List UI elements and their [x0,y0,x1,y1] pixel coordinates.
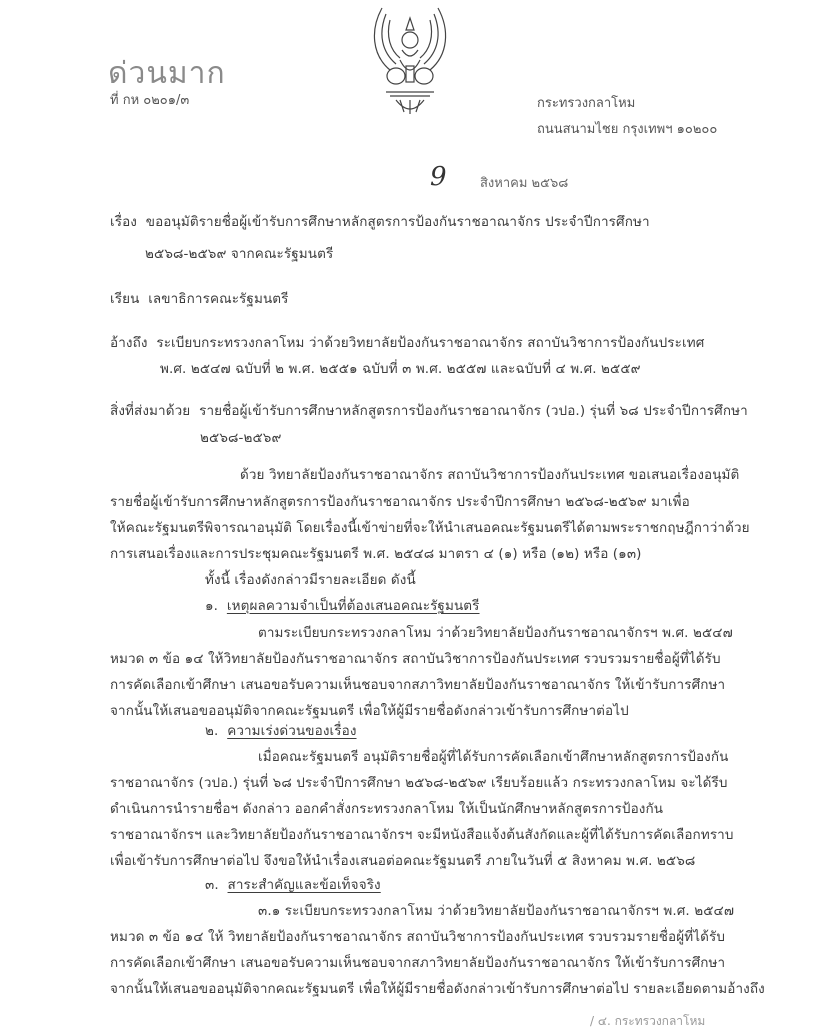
date-day: 9 [430,162,447,192]
enclosure-text: รายชื่อผู้เข้ารับการศึกษาหลักสูตรการป้องกันราชอาณาจักร (วปอ.) รุ่นที่ ๖๘ ประจำปีการศึกษา [199,403,748,419]
section-line: จากนั้นให้เสนอขออนุมัติจากคณะรัฐมนตรี เพื่อให้ผู้มีรายชื่อดังกล่าวเข้ารับการศึกษาต่อไป รายละเอียดตามอ้างถึง [110,981,765,997]
section-title: สาระสำคัญและข้อเท็จจริง [227,877,381,893]
body-intro-line: ทั้งนี้ เรื่องดังกล่าวมีรายละเอียด ดังนี้ [205,572,416,588]
section-line: ๓.๑ ระเบียบกระทรวงกลาโหม ว่าด้วยวิทยาลัยป้องกันราชอาณาจักรฯ พ.ศ. ๒๕๔๗ [258,903,735,919]
body-intro-line: ด้วย วิทยาลัยป้องกันราชอาณาจักร สถาบันวิชาการป้องกันประเทศ ขอเสนอเรื่องอนุมัติ [240,467,740,483]
enclosure-line-1 [110,399,748,421]
enclosure-label: สิ่งที่ส่งมาด้วย [110,403,191,419]
section-line: ดำเนินการนำรายชื่อฯ ดังกล่าว ออกคำสั่งกระทรวงกลาโหม ให้เป็นนักศึกษาหลักสูตรการป้องกัน [110,801,664,817]
section-line: หมวด ๓ ข้อ ๑๔ ให้วิทยาลัยป้องกันราชอาณาจักร สถาบันวิชาการป้องกันประเทศ รวบรวมรายชื่อผู้ที่ได้รับ [110,651,721,667]
section-heading [205,873,381,895]
page-continuation: / ๔. กระทรวงกลาโหม [590,1014,706,1028]
section-line: ตามระเบียบกระทรวงกลาโหม ว่าด้วยวิทยาลัยป้องกันราชอาณาจักรฯ พ.ศ. ๒๕๔๗ [258,625,733,641]
section-line: การคัดเลือกเข้าศึกษา เสนอขอรับความเห็นชอบจากสภาวิทยาลัยป้องกันราชอาณาจักร ให้เข้ารับการศึกษา [110,955,726,971]
section-number: ๒. [205,723,219,739]
section-heading [205,719,357,741]
reference-text: ระเบียบกระทรวงกลาโหม ว่าด้วยวิทยาลัยป้องกันราชอาณาจักร สถาบันวิชาการป้องกันประเทศ [156,335,705,351]
body-intro-line: ให้คณะรัฐมนตรีพิจารณาอนุมัติ โดยเรื่องนี้เข้าข่ายที่จะให้นำเสนอคณะรัฐมนตรีได้ตามพระราชกฤษฎีกาว่าด้วย [110,520,750,536]
date-month-year: สิงหาคม ๒๕๖๘ [480,176,569,191]
recipient-value: เลขาธิการคณะรัฐมนตรี [148,291,289,307]
section-line: หมวด ๓ ข้อ ๑๔ ให้ วิทยาลัยป้องกันราชอาณาจักร สถาบันวิชาการป้องกันประเทศ รวบรวมรายชื่อผู้ที่ได้รับ [110,929,726,945]
body-intro-line: การเสนอเรื่องและการประชุมคณะรัฐมนตรี พ.ศ. ๒๕๔๘ มาตรา ๔ (๑) หรือ (๑๒) หรือ (๑๓) [110,546,642,562]
sender-address: ถนนสนามไชย กรุงเทพฯ ๑๐๒๐๐ [537,122,718,137]
subject-label: เรื่อง [110,214,137,230]
section-line: ราชอาณาจักรฯ และวิทยาลัยป้องกันราชอาณาจักรฯ จะมีหนังสือแจ้งต้นสังกัดและผู้ที่ได้รับการคัดเลือกทราบ [110,827,734,843]
reference-label: อ้างถึง [110,335,148,351]
section-line: จากนั้นให้เสนอขออนุมัติจากคณะรัฐมนตรี เพื่อให้ผู้มีรายชื่อดังกล่าวเข้ารับการศึกษาต่อไป [110,703,629,719]
section-line: ราชอาณาจักร (วปอ.) รุ่นที่ ๖๘ ประจำปีการศึกษา ๒๕๖๘-๒๕๖๙ เรียบร้อยแล้ว กระทรวงกลาโหม จะได้รีบ [110,775,728,791]
section-line: การคัดเลือกเข้าศึกษา เสนอขอรับความเห็นชอบจากสภาวิทยาลัยป้องกันราชอาณาจักร ให้เข้ารับการศึกษา [110,677,726,693]
subject-line-2: ๒๕๖๘-๒๕๖๙ จากคณะรัฐมนตรี [145,246,334,262]
subject-line-1 [110,210,650,232]
section-number: ๑. [205,598,219,614]
subject-text: ขออนุมัติรายชื่อผู้เข้ารับการศึกษาหลักสูตรการป้องกันราชอาณาจักร ประจำปีการศึกษา [145,214,650,230]
reference-line-1 [110,331,704,353]
garuda-emblem-icon [360,0,460,118]
enclosure-line-2: ๒๕๖๘-๒๕๖๙ [200,430,282,446]
sender-ministry: กระทรวงกลาโหม [537,96,636,111]
section-line: เมื่อคณะรัฐมนตรี อนุมัติรายชื่อผู้ที่ได้รับการคัดเลือกเข้าศึกษาหลักสูตรการป้องกัน [258,749,729,765]
section-heading [205,594,480,616]
document-number: ที่ กห ๐๒๐๑/๓ [110,93,190,108]
recipient-line [110,287,289,309]
section-title: ความเร่งด่วนของเรื่อง [227,723,357,739]
recipient-label: เรียน [110,291,140,307]
section-line: เพื่อเข้ารับการศึกษาต่อไป จึงขอให้นำเรื่องเสนอต่อคณะรัฐมนตรี ภายในวันที่ ๕ สิงหาคม พ.ศ. ๒๕๖๘ [110,853,696,869]
section-title: เหตุผลความจำเป็นที่ต้องเสนอคณะรัฐมนตรี [226,598,480,614]
body-intro-line: รายชื่อผู้เข้ารับการศึกษาหลักสูตรการป้องกันราชอาณาจักร ประจำปีการศึกษา ๒๕๖๘-๒๕๖๙ มาเพื่อ [110,494,690,510]
urgency-stamp: ด่วนมาก [108,56,226,91]
reference-line-2: พ.ศ. ๒๕๔๗ ฉบับที่ ๒ พ.ศ. ๒๕๕๑ ฉบับที่ ๓ พ.ศ. ๒๕๕๗ และฉบับที่ ๔ พ.ศ. ๒๕๕๙ [160,361,641,377]
section-number: ๓. [205,877,219,893]
